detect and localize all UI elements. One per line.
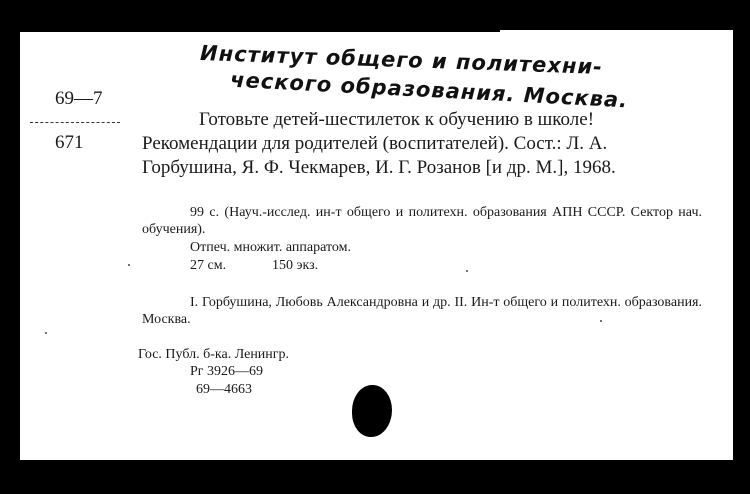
handwritten-note-line2: ческого образования. Москва. [229,67,629,113]
speck [128,264,130,266]
pages-note-text: 99 с. (Науч.-исслед. ин-т общего и политехн. образования АПН СССР. Сектор нач. обучения). [142,205,702,237]
speck [45,332,47,334]
call-number-divider [30,122,120,123]
size-note: 27 см. [190,258,227,273]
library-name: Гос. Публ. б-ка. Ленингр. [138,347,290,362]
copies-note: 150 экз. [272,258,319,273]
pages-note [142,204,702,238]
catalog-card [20,32,733,460]
library-code-1: Рг 3926—69 [190,364,264,379]
ink-blot [352,385,392,437]
handwritten-note-line1: Институт общего и политехни- [199,40,604,80]
call-number-top: 69—7 [55,88,103,109]
speck [600,320,602,322]
speck [466,270,468,272]
call-number-bottom: 671 [55,132,84,153]
library-code-2: 69—4663 [196,382,252,397]
title-line: Готовьте детей-шестилеток к обучению в школе! [199,109,595,130]
title-continuation: Рекомендации для родителей (воспитателей). Сост.: Л. А. Горбушина, Я. Ф. Чекмарев, И. Г. Розанов [и др. М.], 1968. [142,133,616,178]
tracings [142,294,702,328]
book-title [142,108,702,180]
tracings-text: I. Горбушина, Любовь Александровна и др. II. Ин-т общего и политехн. образования. Москва. [142,295,702,327]
printing-note: Отпеч. множит. аппаратом. [190,240,351,255]
